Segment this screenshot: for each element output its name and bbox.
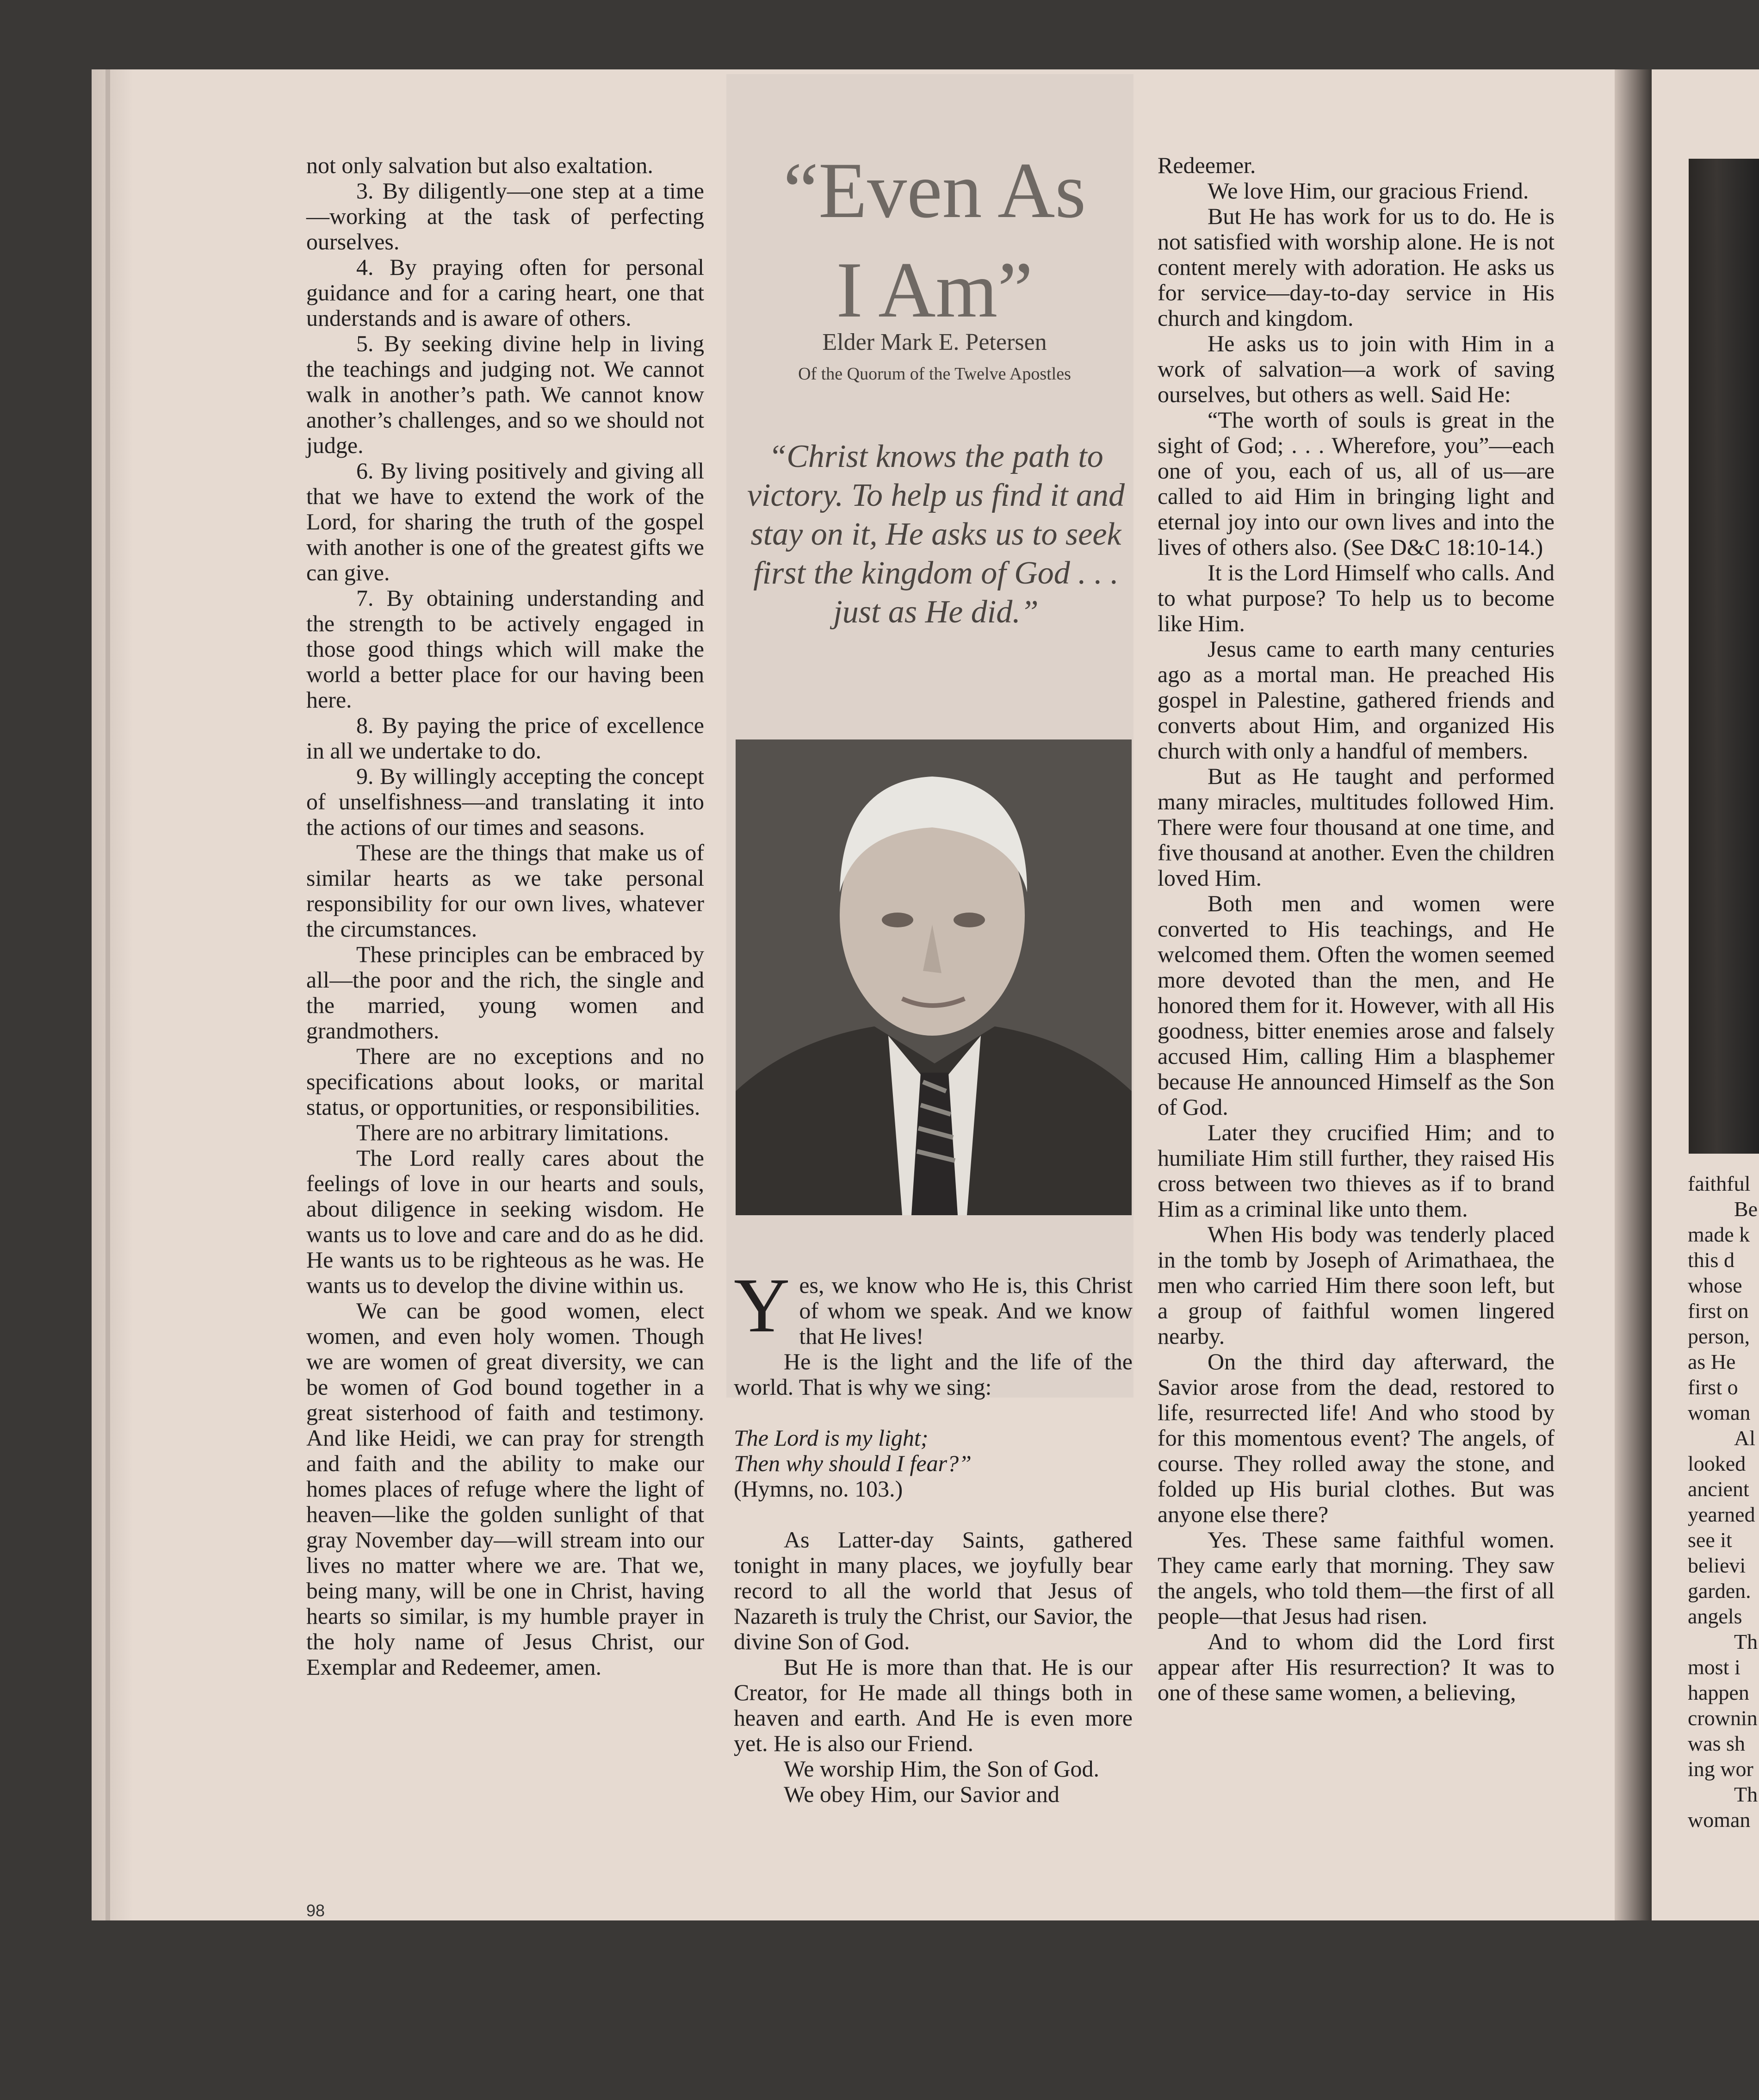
fragment: angels: [1688, 1604, 1742, 1628]
paragraph: Later they crucified Him; and to humiliate Him still further, they raised His cross between two thieves as if to brand Him as a criminal like unto them.: [1158, 1119, 1555, 1222]
paragraph: Both men and women were converted to His teachings, and He welcomed them. Often the women seemed more devoted than the men, and He honored them for it. However, with all His goodness, bitter enemies arose and falsely accused Him, calling Him a blasphemer because He announced Himself as the Son of God.: [1158, 890, 1555, 1120]
page-number: 98: [306, 1901, 325, 1920]
fragment: ing wor: [1688, 1757, 1753, 1781]
facing-page-column: [1688, 1171, 1759, 1833]
fragment: made k: [1688, 1223, 1750, 1246]
paragraph: 8. By paying the price of excellence in all we undertake to do.: [306, 712, 704, 764]
spacer: [734, 1400, 1133, 1425]
author-name: Elder Mark E. Petersen: [822, 329, 1047, 355]
paragraph: There are no exceptions and no specifications about looks, or marital status, or opportunities, or responsibilities.: [306, 1043, 704, 1120]
pull-quote: “Christ knows the path to victory. To help us find it and stay on it, He asks us to seek first the kingdom of God . . . just as He did.”: [747, 439, 1125, 630]
paragraph: Jesus came to earth many centuries ago as a mortal man. He preached His gospel in Palestine, gathered friends and converts about Him, and organized His church with only a handful of members.: [1158, 636, 1555, 764]
paragraph: It is the Lord Himself who calls. And to what purpose? To help us to become like Him.: [1158, 559, 1555, 636]
fragment: as He: [1688, 1350, 1736, 1373]
author-office: Of the Quorum of the Twelve Apostles: [798, 364, 1071, 384]
portrait-illustration: [736, 739, 1132, 1215]
fragment: Th: [1734, 1783, 1758, 1806]
paragraph: We worship Him, the Son of God.: [784, 1756, 1100, 1782]
paragraph: These are the things that make us of similar hearts as we take personal responsibility for our own lives, whatever the circumstances.: [306, 839, 704, 942]
left-column: [306, 153, 704, 1680]
paragraph: [734, 1262, 1133, 1349]
paragraph: 5. By seeking divine help in living the teachings and judging not. We cannot walk in another’s path. We cannot know another’s challenges, and so we should not judge.: [306, 330, 704, 458]
fragment: was sh: [1688, 1732, 1745, 1755]
fragment: ancient: [1688, 1477, 1749, 1501]
paragraph: not only salvation but also exaltation.: [306, 152, 653, 178]
hymn-source: (Hymns, no. 103.): [734, 1476, 903, 1502]
fragment: woman: [1688, 1808, 1751, 1832]
paragraph: 4. By praying often for personal guidance and for a caring heart, one that understands and is aware of others.: [306, 254, 704, 331]
paragraph: On the third day afterward, the Savior arose from the dead, restored to life, resurrected life! And who stood by for this momentous event? The angels, of course. They rolled away the stone, and folded up His burial clothes. But was anyone else there?: [1158, 1348, 1555, 1527]
paragraph: He asks us to join with Him in a work of salvation—a work of saving ourselves, but others as well. Said He:: [1158, 330, 1555, 407]
book-gutter: [1615, 69, 1652, 1920]
title-line: I Am”: [836, 246, 1033, 334]
hymn-line: Then why should I fear?”: [734, 1450, 972, 1476]
fragment: crownin: [1688, 1706, 1758, 1730]
fragment: Be: [1734, 1197, 1758, 1221]
right-column: [1158, 153, 1555, 1705]
fragment: garden.: [1688, 1579, 1751, 1603]
spacer: [734, 1502, 1133, 1527]
fragment: whose: [1688, 1274, 1742, 1297]
fragment: this d: [1688, 1248, 1734, 1272]
paragraph: 6. By living positively and giving all that we have to extend the work of the Lord, for sharing the truth of the gospel with another is one of the greatest gifts we can give.: [306, 458, 704, 585]
page-edge: [105, 69, 110, 1920]
drop-cap: Y: [734, 1262, 790, 1348]
facing-page-photo: [1689, 159, 1759, 1154]
fragment: happen: [1688, 1681, 1749, 1704]
title-line: “Even As: [783, 147, 1086, 235]
article-title: [740, 141, 1129, 340]
opening-text: es, we know who He is, this Christ of whom we speak. And we know that He lives!: [799, 1272, 1133, 1349]
fragment: person,: [1688, 1324, 1750, 1348]
paragraph: The Lord really cares about the feelings of love in our hearts and souls, about diligence in seeking wisdom. He wants us to love and care and do as he did. He wants us to be righteous as he was. He wants us to develop the divine within us.: [306, 1145, 704, 1298]
paragraph: We can be good women, elect women, and even holy women. Though we are women of great diversity, we can be women of God bound together in a great sisterhood of faith and testimony. And like Heidi, we can pray for strength and faith and the ability to make our homes places of refuge where the light of heaven—like the golden sunlight of that gray November day—will stream into our lives no matter where we are. That we, being many, will be one in Christ, having hearts so similar, is my humble prayer in the holy name of Jesus Christ, our Exemplar and Redeemer, amen.: [306, 1298, 704, 1680]
paragraph: Yes. These same faithful women. They came early that morning. They saw the angels, who told them—the first of all people—that Jesus had risen.: [1158, 1527, 1555, 1629]
paragraph: 7. By obtaining understanding and the strength to be actively engaged in those good things which will make the world a better place for our having been here.: [306, 585, 704, 713]
paragraph: But as He taught and performed many miracles, multitudes followed Him. There were four thousand at one time, and five thousand at another. Even the children loved Him.: [1158, 763, 1555, 891]
fragment: believi: [1688, 1553, 1746, 1577]
paragraph: And to whom did the Lord first appear after His resurrection? It was to one of these same women, a believing,: [1158, 1628, 1555, 1705]
author-portrait: [736, 739, 1132, 1215]
fragment: first on: [1688, 1299, 1749, 1323]
paragraph: “The worth of souls is great in the sight of God; . . . Wherefore, you”—each one of you, each of us, all of us—are called to aid Him in bringing light and eternal joy into our own lives and into the lives of others also. (See D&C 18:10-14.): [1158, 407, 1555, 560]
fragment: Al: [1734, 1426, 1755, 1450]
paragraph: Redeemer.: [1158, 152, 1256, 178]
paragraph: But He has work for us to do. He is not satisfied with worship alone. He is not content merely with adoration. He asks us for service—day-to-day service in His church and kingdom.: [1158, 203, 1555, 331]
paragraph: When His body was tenderly placed in the tomb by Joseph of Arimathaea, the men who carried Him there soon left, but a group of faithful women lingered nearby.: [1158, 1221, 1555, 1349]
paragraph: He is the light and the life of the world. That is why we sing:: [734, 1348, 1133, 1400]
paragraph: There are no arbitrary limitations.: [356, 1119, 669, 1145]
hymn-line: The Lord is my light;: [734, 1425, 929, 1451]
fragment: looked: [1688, 1452, 1746, 1475]
paragraph: But He is more than that. He is our Creator, for He made all things both in heaven and earth. And He is even more yet. He is also our Friend.: [734, 1654, 1133, 1756]
fragment: woman: [1688, 1401, 1751, 1424]
paragraph: These principles can be embraced by all—the poor and the rich, the single and the married, young women and grandmothers.: [306, 941, 704, 1044]
fragment: faithful: [1688, 1172, 1751, 1195]
paragraph: As Latter-day Saints, gathered tonight in many places, we joyfully bear record to all the world that Jesus of Nazareth is truly the Christ, our Savior, the divine Son of God.: [734, 1527, 1133, 1654]
fragment: yearned: [1688, 1503, 1755, 1526]
fragment: first o: [1688, 1375, 1738, 1399]
center-column: [734, 1262, 1133, 1807]
fragment: Th: [1734, 1630, 1758, 1653]
spine-shadow: [92, 69, 133, 1920]
fragment: see it: [1688, 1528, 1732, 1552]
paragraph: 3. By diligently—one step at a time—working at the task of perfecting ourselves.: [306, 178, 704, 255]
paragraph: 9. By willingly accepting the concept of unselfishness—and translating it into the actions of our times and seasons.: [306, 763, 704, 840]
fragment: most i: [1688, 1655, 1740, 1679]
paragraph: We obey Him, our Savior and: [784, 1781, 1059, 1807]
paragraph: We love Him, our gracious Friend.: [1208, 178, 1529, 204]
